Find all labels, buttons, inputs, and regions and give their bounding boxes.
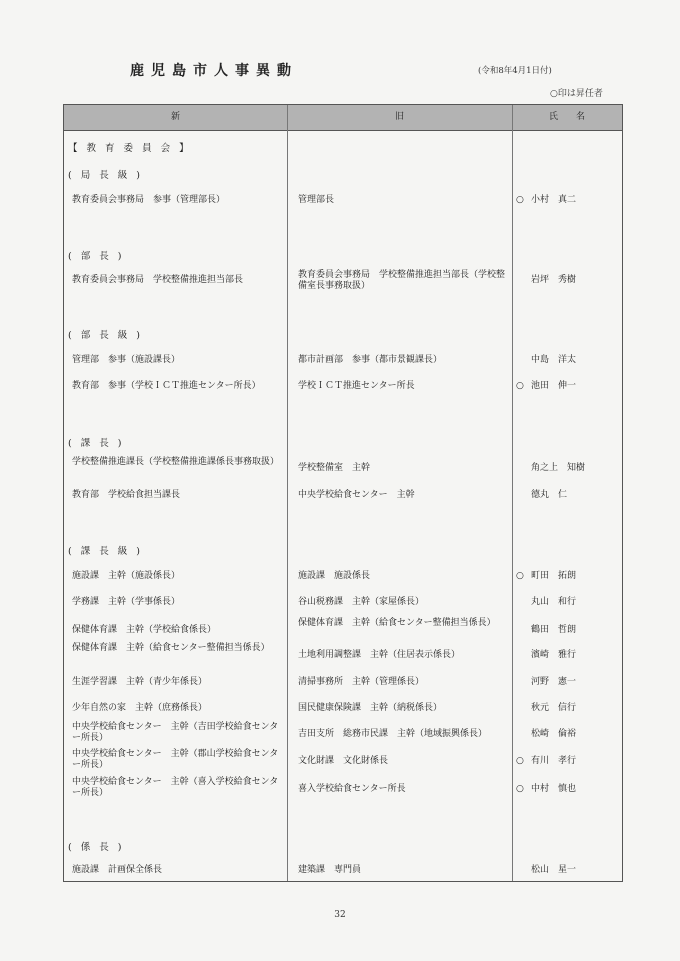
person-name: 岩坪 秀樹 [531,275,577,285]
row-person [516,625,620,636]
promotion-mark: ○ [516,381,524,391]
person-name: 町田 拓朗 [531,571,577,581]
section-section-chief: ( 課 長 ) [68,438,125,449]
column-divider [512,105,513,881]
row-old-post: 喜入学校給食センター所長 [298,784,406,794]
person-name: 濱崎 雅行 [531,650,577,660]
row-new-post: 教育部 学校給食担当課長 [72,490,181,500]
page-number: 32 [334,910,346,920]
promotion-mark: ○ [516,571,524,581]
row-old-post: 施設課 施設係長 [298,571,371,581]
person-name: 中村 慎也 [531,784,577,794]
row-person [516,355,620,366]
legend-note: ○印は昇任者 [550,89,603,99]
person-name: 松崎 倫裕 [531,729,577,739]
section-subsection-chief: ( 係 長 ) [68,842,125,853]
row-new-post: 管理部 参事（施設課長） [72,355,181,365]
section-bureau-director-level: ( 局 長 級 ) [68,170,143,181]
row-new-post: 中央学校給食センター 主幹（喜入学校給食センター所長） [72,777,279,798]
person-name: 池田 伸一 [531,381,577,391]
row-new-post: 教育委員会事務局 参事（管理部長） [72,195,226,205]
section-board-of-education: 【 教 育 委 員 会 】 [68,143,192,154]
section-section-chief-level: ( 課 長 級 ) [68,546,143,557]
row-new-post: 学務課 主幹（学事係長） [72,597,181,607]
row-old-post: 谷山税務課 主幹（家屋係長） [298,597,425,607]
row-person [516,275,620,286]
promotion-mark: ○ [516,784,524,794]
row-person [516,195,620,206]
promotion-mark: ○ [516,756,524,766]
row-person [516,490,620,501]
row-new-post: 保健体育課 主幹（学校給食係長） [72,625,217,635]
row-person [516,784,620,795]
row-old-post: 吉田支所 総務市民課 主幹（地域振興係長） [298,729,488,739]
table-header [64,105,622,131]
row-old-post: 都市計画部 参事（都市景観課長） [298,355,443,365]
row-old-post: 保健体育課 主幹（給食センター整備担当係長） [298,618,496,628]
column-header-name: 氏 名 [548,112,585,122]
row-new-post: 中央学校給食センター 主幹（吉田学校給食センター所長） [72,722,279,743]
person-name: 德丸 仁 [531,490,568,500]
person-name: 丸山 和行 [531,597,577,607]
row-old-post: 学校ＩＣＴ推進センター所長 [298,381,415,391]
person-name: 秋元 信行 [531,703,577,713]
row-person [516,650,620,661]
person-name: 河野 憲一 [531,677,577,687]
personnel-table [63,104,623,882]
row-old-post: 建築課 専門員 [298,865,362,875]
row-person [516,463,620,474]
row-old-post: 文化財課 文化財係長 [298,756,389,766]
row-old-post: 学校整備室 主幹 [298,463,371,473]
row-person [516,703,620,714]
row-new-post: 少年自然の家 主幹（庶務係長） [72,703,208,713]
row-person [516,865,620,876]
row-old-post: 管理部長 [298,195,335,205]
row-new-post: 施設課 計画保全係長 [72,865,163,875]
row-new-post: 施設課 主幹（施設係長） [72,571,181,581]
row-old-post: 国民健康保険課 主幹（納税係長） [298,703,443,713]
row-person [516,381,620,392]
section-department-director-level: ( 部 長 級 ) [68,330,143,341]
row-new-post: 教育委員会事務局 学校整備推進担当部長 [72,275,244,285]
person-name: 松山 星一 [531,865,577,875]
row-new-post: 教育部 参事（学校ＩＣＴ推進センター所長） [72,381,261,391]
row-person [516,571,620,582]
row-person [516,677,620,688]
person-name: 小村 真二 [531,195,577,205]
row-person [516,756,620,767]
row-old-post: 中央学校給食センター 主幹 [298,490,415,500]
row-old-post: 教育委員会事務局 学校整備推進担当部長（学校整備室長事務取扱） [298,270,506,291]
person-name: 鶴田 哲朗 [531,625,577,635]
row-new-post: 保健体育課 主幹（給食センター整備担当係長） [72,643,270,653]
promotion-mark: ○ [516,195,524,205]
effective-date: (令和8年4月1日付) [478,66,552,76]
section-department-director: ( 部 長 ) [68,251,125,262]
person-name: 有川 孝行 [531,756,577,766]
row-person [516,729,620,740]
row-new-post: 学校整備推進課長（学校整備推進課係長事務取扱） [72,457,280,467]
row-person [516,597,620,608]
person-name: 角之上 知樹 [531,463,586,473]
row-old-post: 清掃事務所 主幹（管理係長） [298,677,425,687]
column-header-new: 新 [170,112,180,122]
column-header-old: 旧 [394,112,404,122]
column-divider [287,105,288,881]
person-name: 中島 洋太 [531,355,577,365]
row-new-post: 生涯学習課 主幹（青少年係長） [72,677,208,687]
row-new-post: 中央学校給食センター 主幹（郡山学校給食センター所長） [72,749,279,770]
page-title: 鹿児島市人事異動 [130,63,298,79]
row-old-post: 土地利用調整課 主幹（住居表示係長） [298,650,461,660]
